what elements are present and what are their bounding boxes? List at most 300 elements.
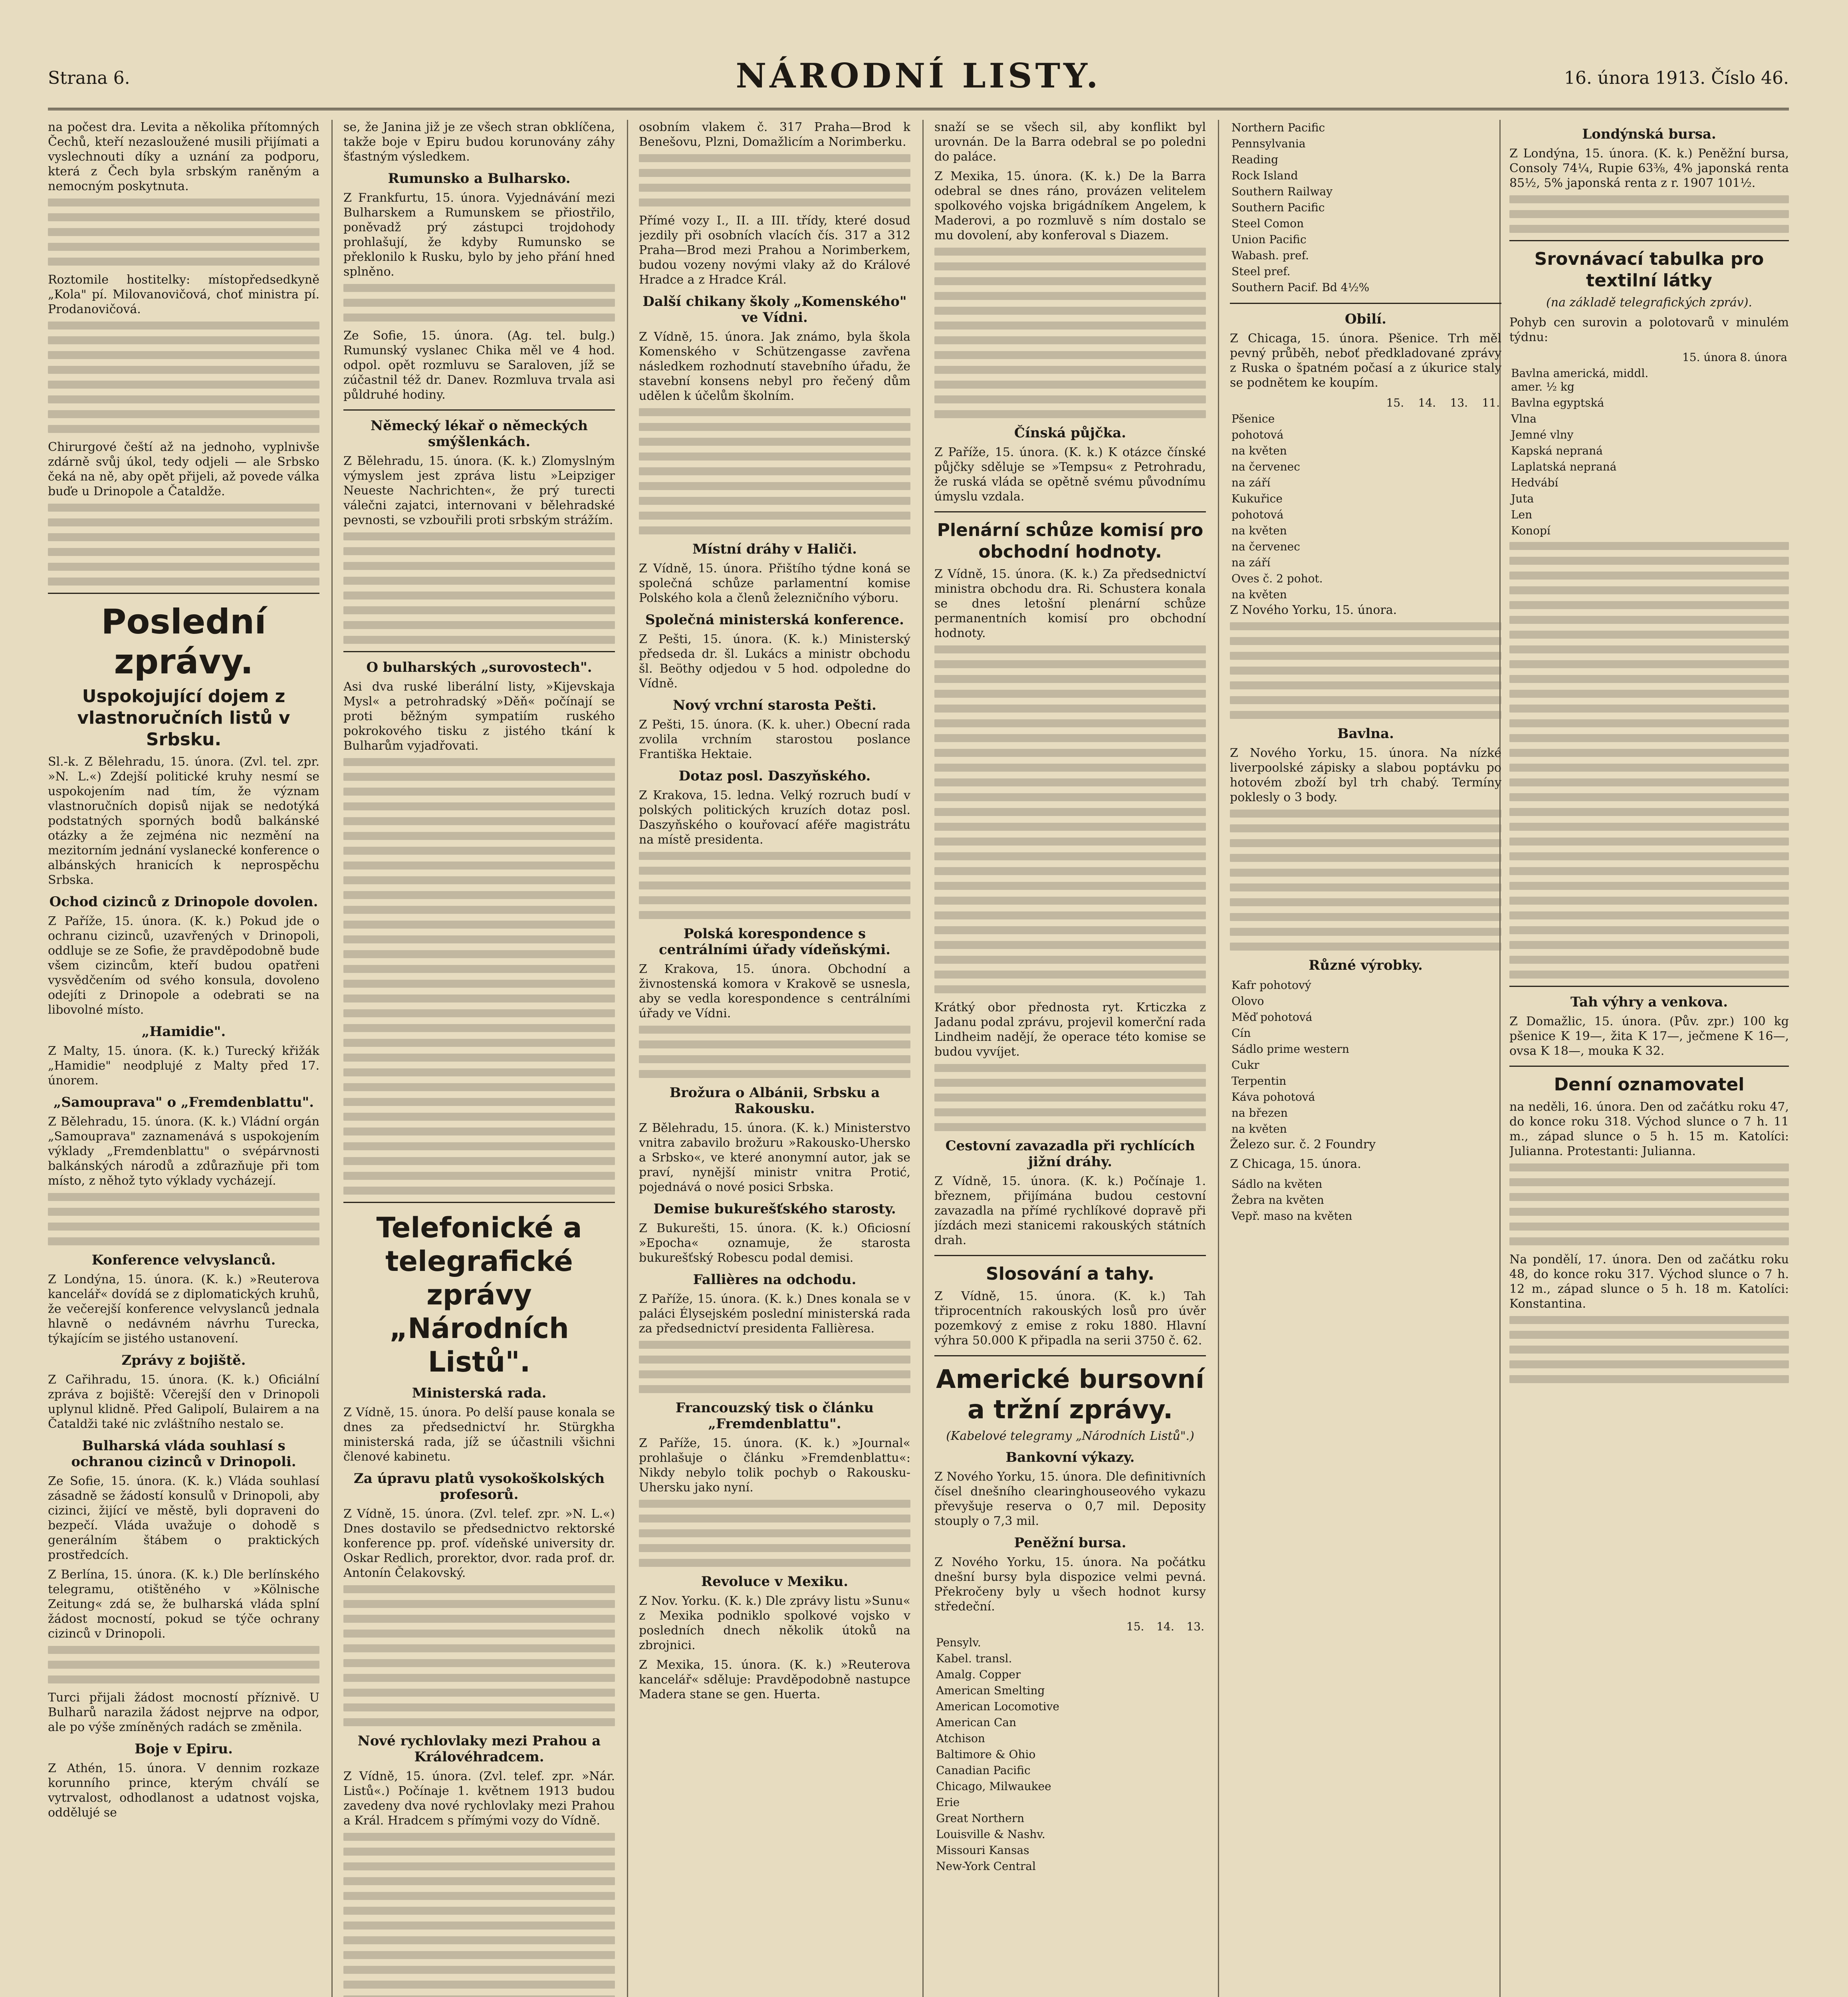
article-text: Z Chicaga, 15. února. Pšenice. Trh měl pevný průběh, neboť předkladované zprávy z Ruska o špatném počasí a z úkurice staly se podnětem ke koupím. [1230, 332, 1501, 390]
table-cell [1681, 395, 1738, 411]
text-block [934, 248, 1206, 418]
table-row [934, 1747, 1206, 1763]
table-header: 13. [1450, 396, 1468, 409]
table-row [1230, 1009, 1501, 1025]
table-cell [1406, 443, 1438, 459]
table-row [1509, 365, 1789, 395]
table-cell [1490, 232, 1495, 248]
table-cell [1469, 587, 1501, 603]
stock-name: Amalg. Copper [936, 1668, 1021, 1681]
stock-name: Southern Railway [1231, 185, 1333, 198]
table-cell: na září [1231, 556, 1271, 569]
table-row [934, 1779, 1206, 1795]
table-cell [1475, 1009, 1482, 1025]
table-cell [1681, 507, 1738, 523]
article-text: Z Chicaga, 15. února. [1230, 1157, 1361, 1171]
headline: Plenární schůze komisí pro obchodní hodnoty. [937, 520, 1204, 562]
table-cell [1406, 507, 1438, 523]
table-row [934, 1810, 1206, 1826]
article-text: Železo sur. č. 2 Foundry [1230, 1137, 1376, 1151]
stock-name: Kabel. transl. [936, 1652, 1012, 1665]
table-cell [1681, 411, 1738, 427]
table-cell: Hedvábí [1511, 476, 1559, 489]
table-cell [1176, 1715, 1206, 1731]
text-block [1230, 810, 1501, 951]
table-row [1509, 395, 1789, 411]
table-row [1230, 120, 1501, 136]
table-cell [1489, 1009, 1495, 1025]
table-cell [1484, 152, 1490, 168]
stock-name: Erie [936, 1796, 960, 1809]
article-text: Z Londýna, 15. února. (K. k.) Peněžní bursa, Consoly 74¼, Rupie 63⅜, 4% japonská renta 85½, 5% japonská renta z r. 1907 101½. [1509, 147, 1789, 190]
table-cell [1438, 539, 1469, 555]
table-cell [1495, 1089, 1501, 1105]
table-cell [1176, 1635, 1206, 1651]
divider [934, 1255, 1206, 1256]
table-cell [1484, 120, 1490, 136]
table-row [1230, 248, 1501, 264]
table-cell: na březen [1231, 1106, 1288, 1120]
stock-name: Canadian Pacific [936, 1764, 1031, 1777]
stock-name: Southern Pacific [1231, 201, 1325, 214]
table-cell [1496, 248, 1501, 264]
table-row [1230, 1073, 1501, 1089]
table-cell [1176, 1651, 1206, 1667]
table-cell [1484, 216, 1490, 232]
headline: Revoluce v Mexiku. [701, 1574, 849, 1590]
table-cell [1484, 232, 1490, 248]
section-subtitle: (na základě telegrafických zpráv). [1546, 296, 1752, 310]
table-cell: Žebra na květen [1231, 1193, 1324, 1207]
table-row [1230, 459, 1501, 475]
text-block [343, 284, 615, 322]
table-row [1230, 539, 1501, 555]
table-cell [1374, 555, 1406, 571]
text-block [343, 532, 615, 644]
article-text: Z Bělehradu, 15. února. (K. k.) Vládní orgán „Samouprava" zaznamenává s uspokojením výklady „Fremdenblattu" o svépárvnosti balkánských národů a zdůrazňuje při tom místo, z něhož tyto výklady vycházejí. [48, 1115, 319, 1188]
table-row [934, 1763, 1206, 1779]
article-text: Roztomile hostitelky: místopředsedkyně „Kola" pí. Milovanovičová, choť ministra pí. Prodanovičová. [48, 273, 319, 316]
table-cell [1496, 264, 1501, 280]
table-row [1230, 555, 1501, 571]
table-row [1230, 264, 1501, 280]
article-text: Sl.-k. Z Bělehradu, 15. února. (Zvl. tel. zpr. »N. L.«) Zdejší politické kruhy nesmí se uspokojením nad tím, že význam vlastnoručních dopisů nijak se nedotýká podstatných sporných bodů balkánské otázky a že zejména nic nezmění na mezitorním jednání vyslanecké konference o albánských hranicích k neprospěchu Srbska. [48, 755, 319, 887]
table-header: 15. února [1682, 351, 1737, 364]
table-cell [1146, 1795, 1176, 1810]
table-cell [1146, 1635, 1176, 1651]
table-cell [1438, 459, 1469, 475]
text-block [48, 199, 319, 266]
column-5 [1230, 120, 1501, 1997]
stock-name: Baltimore & Ohio [936, 1748, 1036, 1761]
text-block [934, 1064, 1206, 1131]
table-cell: Laplatská nepraná [1511, 460, 1617, 473]
divider [343, 409, 615, 411]
table-cell [1469, 491, 1501, 507]
headline: Další chikany školy „Komenského" ve Vídni. [642, 294, 907, 326]
table-cell [1482, 1176, 1489, 1192]
stock-name: Chicago, Milwaukee [936, 1780, 1051, 1793]
headline: Londýnská bursa. [1582, 126, 1716, 142]
page-label: Strana 6. [48, 68, 130, 88]
table-cell: pohotová [1231, 508, 1284, 521]
table-cell [1738, 443, 1789, 459]
table-cell [1469, 571, 1501, 587]
column-divider [331, 120, 333, 1997]
table-cell [1484, 280, 1490, 296]
table-cell [1482, 1073, 1488, 1089]
headline: Francouzský tisk o článku „Fremdenblattu". [675, 1400, 874, 1432]
table-row [1230, 1192, 1501, 1208]
table-header: 14. [1418, 396, 1436, 409]
table-cell [1495, 1192, 1501, 1208]
table-cell [1406, 459, 1438, 475]
headline: Rumunsko a Bulharsko. [388, 171, 571, 187]
divider [1509, 1066, 1789, 1067]
table-cell [1374, 475, 1406, 491]
table-cell [1475, 1105, 1482, 1121]
table-cell [1475, 1041, 1482, 1057]
table-cell [1738, 507, 1789, 523]
stock-name: Steel pref. [1231, 265, 1291, 278]
table-row [1230, 443, 1501, 459]
article-text: Z Bělehradu, 15. února. (K. k.) Zlomyslným výmyslem jest zpráva listu »Leipziger Neueste Nachrichten«, že prý turecti válečni zajatci, internovani v bělehradské pevnosti, se vzbouřili proti srbským strážím. [343, 454, 615, 527]
table-cell [1496, 120, 1501, 136]
table-row [1230, 280, 1501, 296]
headline: Srovnávací tabulka pro textilní látky [1534, 249, 1764, 291]
table-cell [1374, 411, 1406, 427]
headline: Obilí. [1345, 311, 1386, 327]
table-cell [1476, 1192, 1482, 1208]
table-cell: Kafr pohotový [1231, 979, 1311, 992]
table-cell [1116, 1747, 1146, 1763]
table-cell [1406, 411, 1438, 427]
article-text: na neděli, 16. února. Den od začátku roku 47, do konce roku 318. Východ slunce o 7 h. 11 m., západ slunce o 5 h. 15 m. Katolíci: Julianna. Protestanti: Julianna. [1509, 1100, 1789, 1158]
stock-table [934, 1619, 1206, 1874]
section-title: Telefonické a telegrafické zprávy „Národních Listů". [376, 1211, 582, 1378]
table-row [1230, 184, 1501, 200]
table-cell [1116, 1795, 1146, 1810]
table-row [1230, 1089, 1501, 1105]
table-cell [1116, 1667, 1146, 1683]
article-text: Z Vídně, 15. února. Po delší pause konala se dnes za předsednictví hr. Stürgkha ministerská rada, jíž se účastnili všichni členové kabinetu. [343, 1405, 615, 1464]
table-cell [1176, 1699, 1206, 1715]
article-text: Z Vídně, 15. února. Jak známo, byla škola Komenského v Schützengasse zavřena následkem rozhodnutí stavebního úřadu, že stavební konsens nebyl pro řečený dům udělen k účelům školním. [639, 330, 910, 403]
table-cell [1116, 1779, 1146, 1795]
table-cell [1176, 1810, 1206, 1826]
column-3 [639, 120, 910, 1997]
article-text: Z Nového Yorku, 15. února. Dle definitivních čísel dnešního clearinghouseového vykazu převyšuje reserva o 0,7 mil. Deposity stouply o 7,3 mil. [934, 1470, 1206, 1528]
column-divider [922, 120, 924, 1997]
article-text: Z Frankfurtu, 15. února. Vyjednávání mezi Bulharskem a Rumunskem se přiostřilo, poněvadž prý zástupci trojdohody prohlašují, že kdyby Rumunsko se překlonilo k Rusku, bylo by jeho přání hned splněno. [343, 191, 615, 279]
article-text: Přímé vozy I., II. a III. třídy, které dosud jezdily při osobních vlacích čís. 317 a 312 Praha—Brod mezi Prahou a Norimberkem, budou vozeny novými vlaky až do Králové Hradce a z Hradce Král. [639, 214, 910, 287]
table-header: 15. [1386, 396, 1404, 409]
table-cell [1490, 136, 1495, 152]
table-cell [1438, 571, 1469, 587]
table-row [1230, 523, 1501, 539]
table-row [934, 1826, 1206, 1842]
table-row [1230, 200, 1501, 216]
table-row [1509, 459, 1789, 475]
text-block [343, 1585, 615, 1726]
table-cell [1176, 1763, 1206, 1779]
issue-date: 16. února 1913. Číslo 46. [1564, 68, 1789, 88]
text-block [639, 1341, 910, 1393]
article-text: Z Paříže, 15. února. (K. k.) Pokud jde o ochranu cizinců, uzavřených v Drinopoli, oddluje se ze Sofie, že pravděpodobně bude všem cizincům, kteří budou opatřeni vysvědčením od svého konsula, dovoleno odejíti z Drinopole a odebrati se na libovolné místo. [48, 914, 319, 1017]
table-cell: na květen [1231, 588, 1287, 601]
headline: Fallières na odchodu. [693, 1272, 857, 1288]
table-cell [1476, 1176, 1482, 1192]
column-2 [343, 120, 615, 1997]
article-text: Z Nov. Yorku. (K. k.) Dle zprávy listu »Sunu« z Mexika podniklo spolkové vojsko v posledních dnech několik útoků na zbrojnici. [639, 1594, 910, 1652]
table-row [934, 1683, 1206, 1699]
table-row [1230, 1208, 1501, 1224]
table-cell [1490, 152, 1495, 168]
text-block [343, 758, 615, 1195]
table-cell [1738, 523, 1789, 539]
table-cell [1116, 1826, 1146, 1842]
table-cell [1490, 184, 1495, 200]
article-text: Z Vídně, 15. února. Přištího týdne koná se společná schůze parlamentní komise Polského kola a členů železničního výboru. [639, 562, 910, 605]
table-cell: Konopí [1511, 524, 1551, 537]
article-text: Z Domažlic, 15. února. (Pův. zpr.) 100 kg pšenice K 19—, žita K 17—, ječmene K 16—, ovsa K 18—, mouka K 32. [1509, 1014, 1789, 1058]
article-text: Z Nového Yorku, 15. února. [1230, 603, 1397, 617]
newspaper-title: NÁRODNÍ LISTY. [736, 56, 1101, 95]
text-block [934, 645, 1206, 993]
table-cell [1484, 264, 1490, 280]
table-cell [1495, 1025, 1501, 1041]
table-cell [1176, 1826, 1206, 1842]
table-cell [1738, 365, 1789, 395]
table-row [1230, 491, 1501, 507]
table-cell [1475, 1057, 1482, 1073]
table-row [934, 1635, 1206, 1651]
table-cell [1681, 365, 1738, 395]
table-row [1230, 587, 1501, 603]
table-cell [1482, 1208, 1489, 1224]
headline: Cestovní zavazadla při rychlících jižní dráhy. [945, 1138, 1195, 1170]
headline: Denní oznamovatel [1554, 1074, 1745, 1095]
stock-name: Louisville & Nashv. [936, 1828, 1045, 1841]
article-text: Z Krakova, 15. ledna. Velký rozruch budí v polských politických kruzích dotaz posl. Daszyňského o kouřovací aféře magistrátu na místě presidenta. [639, 788, 910, 847]
text-block [48, 504, 319, 586]
headline: Ministerská rada. [412, 1385, 547, 1401]
table-cell [1475, 1073, 1482, 1089]
table-cell [1146, 1858, 1176, 1874]
table-cell [1146, 1779, 1176, 1795]
table-cell: Cín [1231, 1026, 1251, 1040]
table-cell [1482, 1041, 1488, 1057]
table-header-row [1230, 395, 1501, 411]
table-row [1230, 216, 1501, 232]
article-text: Z Bukurešti, 15. února. (K. k.) Oficiosní »Epocha« oznamuje, že starosta bukurešťský Robescu podal demisi. [639, 1221, 910, 1265]
table-cell [1490, 200, 1495, 216]
table-header [934, 1619, 1116, 1635]
stock-name: American Smelting [936, 1684, 1045, 1697]
table-cell [1495, 1105, 1501, 1121]
text-block [1509, 542, 1789, 979]
table-cell [1146, 1842, 1176, 1858]
article-text: Z Malty, 15. února. (K. k.) Turecký křižák „Hamidie" neodplujé z Malty před 17. únorem. [48, 1044, 319, 1088]
table-cell [1482, 1192, 1489, 1208]
headline: Slosování a tahy. [986, 1264, 1154, 1284]
column-1 [48, 120, 319, 1997]
article-text: Z Vídně, 15. února. (Zvl. telef. zpr. »N. L.«) Dnes dostavilo se předsednictvo rektorské konference pp. prof. vídeňské university dr. Oskar Redlich, prorektor, dvor. rada prof. dr. Antonín Čelakovský. [343, 1507, 615, 1580]
column-divider [1218, 120, 1219, 1997]
table-cell [1490, 216, 1495, 232]
table-row [1230, 136, 1501, 152]
text-block [1509, 195, 1789, 233]
table-cell: na květen [1231, 524, 1287, 537]
table-cell [1176, 1858, 1206, 1874]
table-row [1509, 411, 1789, 427]
table-cell [1438, 475, 1469, 491]
table-cell [1490, 280, 1495, 296]
table-cell: Cukr [1231, 1058, 1259, 1072]
table-cell [1176, 1747, 1206, 1763]
stock-name: Great Northern [936, 1812, 1025, 1825]
article-text: Asi dva ruské liberální listy, »Kijevskaja Mysl« a petrohradský »Děň« počínají se proti běžným sympatiím ruského pokrokového tisku z jistého tkání k Bulharům vyjadřovati. [343, 680, 615, 753]
table-header: 11. [1482, 396, 1500, 409]
article-text: Z Paříže, 15. února. (K. k.) K otázce čínské půjčky sděluje se »Tempsu« z Petrohradu, že ruská vláda se opětně svému původnímu úmyslu vzdala. [934, 445, 1206, 504]
table-cell [1489, 1089, 1495, 1105]
headline: Německý lékař o německých smýšlenkách. [371, 418, 588, 450]
table-cell [1475, 1121, 1482, 1137]
table-cell [1469, 475, 1501, 491]
divider [934, 1355, 1206, 1356]
table-cell [1482, 993, 1488, 1009]
table-cell [1489, 1041, 1495, 1057]
table-row [1230, 977, 1501, 993]
headline: Různé výrobky. [1309, 957, 1423, 973]
textile-table [1509, 349, 1789, 539]
table-cell [1469, 443, 1501, 459]
divider [1509, 240, 1789, 241]
text-block [1230, 622, 1501, 719]
provisions-table [1230, 1176, 1501, 1224]
article-text: Z Cařihradu, 15. února. (K. k.) Oficiální zpráva z bojiště: Včerejší den v Drinopoli uplynul klidně. Před Galipolí, Bulairem a na Čataldži také nic zvláštního nestalo se. [48, 1373, 319, 1431]
table-cell [1406, 427, 1438, 443]
table-cell [1116, 1858, 1146, 1874]
headline: Tah výhry a venkova. [1570, 994, 1728, 1010]
table-cell [1496, 280, 1501, 296]
table-cell [1374, 459, 1406, 475]
table-cell [1146, 1747, 1176, 1763]
table-cell [1406, 475, 1438, 491]
table-cell [1146, 1667, 1176, 1683]
table-cell [1496, 216, 1501, 232]
article-text: Z Paříže, 15. února. (K. k.) Dnes konala se v paláci Élysejském poslední ministerská rada za předsednictví presidenta Fallièresa. [639, 1292, 910, 1336]
text-block [48, 322, 319, 433]
table-cell [1469, 411, 1501, 427]
table-cell [1469, 507, 1501, 523]
text-block [48, 1646, 319, 1683]
column-4 [934, 120, 1206, 1997]
table-cell [1438, 427, 1469, 443]
table-cell [1146, 1731, 1176, 1747]
table-cell [1482, 1057, 1488, 1073]
text-block [343, 1833, 615, 1997]
article-text: na počest dra. Levita a několika přítomných Čechů, kteří nezasloužené musili přijímati a vyslechnouti díky a uznání za podporu, která z Čech byla srbským raněným a nemocným poskytnuta. [48, 120, 319, 193]
table-cell [1176, 1731, 1206, 1747]
table-cell: pohotová [1231, 428, 1284, 441]
table-header-row [1509, 349, 1789, 365]
table-cell [1406, 523, 1438, 539]
table-cell: na květen [1231, 1122, 1287, 1135]
table-cell: Kapská nepraná [1511, 444, 1603, 457]
article-text: Z Mexika, 15. února. (K. k.) »Reuterova kancelář« sděluje: Pravděpodobně nastupce Madera stane se gen. Huerta. [639, 1658, 910, 1701]
article-text: Turci přijali žádost mocností příznivě. U Bulharů narazila žádost nejprve na odpor, ale po výše zmíněných radách se změnila. [48, 1691, 319, 1734]
table-cell [1406, 587, 1438, 603]
table-row [1230, 411, 1501, 427]
table-cell [1469, 427, 1501, 443]
headline: Bavlna. [1337, 726, 1394, 742]
article-text: Na pondělí, 17. února. Den od začátku roku 48, do konce roku 317. Východ slunce o 7 h. 12 m., západ slunce o 5 h. 18 m. Katolíci: Konstantina. [1509, 1253, 1789, 1311]
table-cell: Olovo [1231, 995, 1264, 1008]
table-row [1230, 1041, 1501, 1057]
table-cell [1484, 248, 1490, 264]
article-text: Pohyb cen surovin a polotovarů v minulém týdnu: [1509, 316, 1789, 344]
article-text: Krátký obor přednosta ryt. Krticzka z Jadanu podal zprávu, projevil komerční rada Lindheim nadějí, že operace této komise se budou vyvíjet. [934, 1000, 1206, 1059]
table-row [1509, 523, 1789, 539]
table-row [1509, 491, 1789, 507]
article-text: Z Vídně, 15. února. (Zvl. telef. zpr. »Nár. Listů«.) Počínaje 1. květnem 1913 budou zavedeny dva nové rychlovlaky mezi Prahou a Král. Hradcem s přímými vozy do Vídně. [343, 1769, 615, 1828]
table-cell [1116, 1763, 1146, 1779]
table-cell [1475, 1089, 1482, 1105]
table-cell [1146, 1826, 1176, 1842]
table-cell [1489, 1025, 1495, 1041]
divider [1230, 303, 1501, 304]
table-cell [1496, 184, 1501, 200]
table-cell [1116, 1699, 1146, 1715]
table-cell [1490, 264, 1495, 280]
table-row [1230, 993, 1501, 1009]
headline: Čínská půjčka. [1014, 425, 1126, 441]
article-text: Z Bělehradu, 15. února. (K. k.) Ministerstvo vnitra zabavilo brožuru »Rakousko-Uhersko a Srbsko«, ve které anonymní autor, jak se praví, nynější ministr vnitra Protić, pojednává o nové posici Srbska. [639, 1121, 910, 1194]
divider [934, 511, 1206, 512]
article-text: Z Nového Yorku, 15. února. Na nízké liverpoolské zápisky a slabou poptávku po hotovém zboží byl trh chabý. Termíny poklesly o 3 body. [1230, 746, 1501, 804]
table-cell [1374, 571, 1406, 587]
headline: O bulharských „surovostech". [366, 659, 592, 675]
table-cell: Terpentin [1231, 1074, 1287, 1088]
table-cell: Oves č. 2 pohot. [1231, 572, 1323, 585]
table-cell [1374, 491, 1406, 507]
table-cell [1438, 411, 1469, 427]
table-cell [1482, 1025, 1488, 1041]
column-divider [627, 120, 628, 1997]
table-header: 13. [1186, 1620, 1204, 1633]
headline: „Samouprava" o „Fremdenblattu". [53, 1094, 314, 1110]
stock-name: Pennsylvania [1231, 137, 1306, 150]
table-cell: na červenec [1231, 540, 1300, 553]
table-cell [1495, 1208, 1501, 1224]
table-cell [1374, 523, 1406, 539]
table-cell [1489, 1105, 1495, 1121]
table-cell [1489, 993, 1495, 1009]
table-cell [1406, 571, 1438, 587]
table-cell [1116, 1842, 1146, 1858]
table-cell [1116, 1731, 1146, 1747]
section-title: Poslední zprávy. [101, 602, 266, 682]
table-cell [1489, 1073, 1495, 1089]
table-cell [1496, 152, 1501, 168]
table-cell: Juta [1511, 492, 1534, 505]
table-row [1230, 571, 1501, 587]
table-row [1230, 1121, 1501, 1137]
stock-name: Atchison [936, 1732, 985, 1745]
table-cell: Sádlo prime western [1231, 1042, 1349, 1056]
article-text: Z Vídně, 15. února. (K. k.) Tah třiprocentních rakouských losů pro úvěr pozemkový z emise z roku 1880. Hlavní výhra 50.000 K připadla na serii 3750 č. 62. [934, 1289, 1206, 1348]
